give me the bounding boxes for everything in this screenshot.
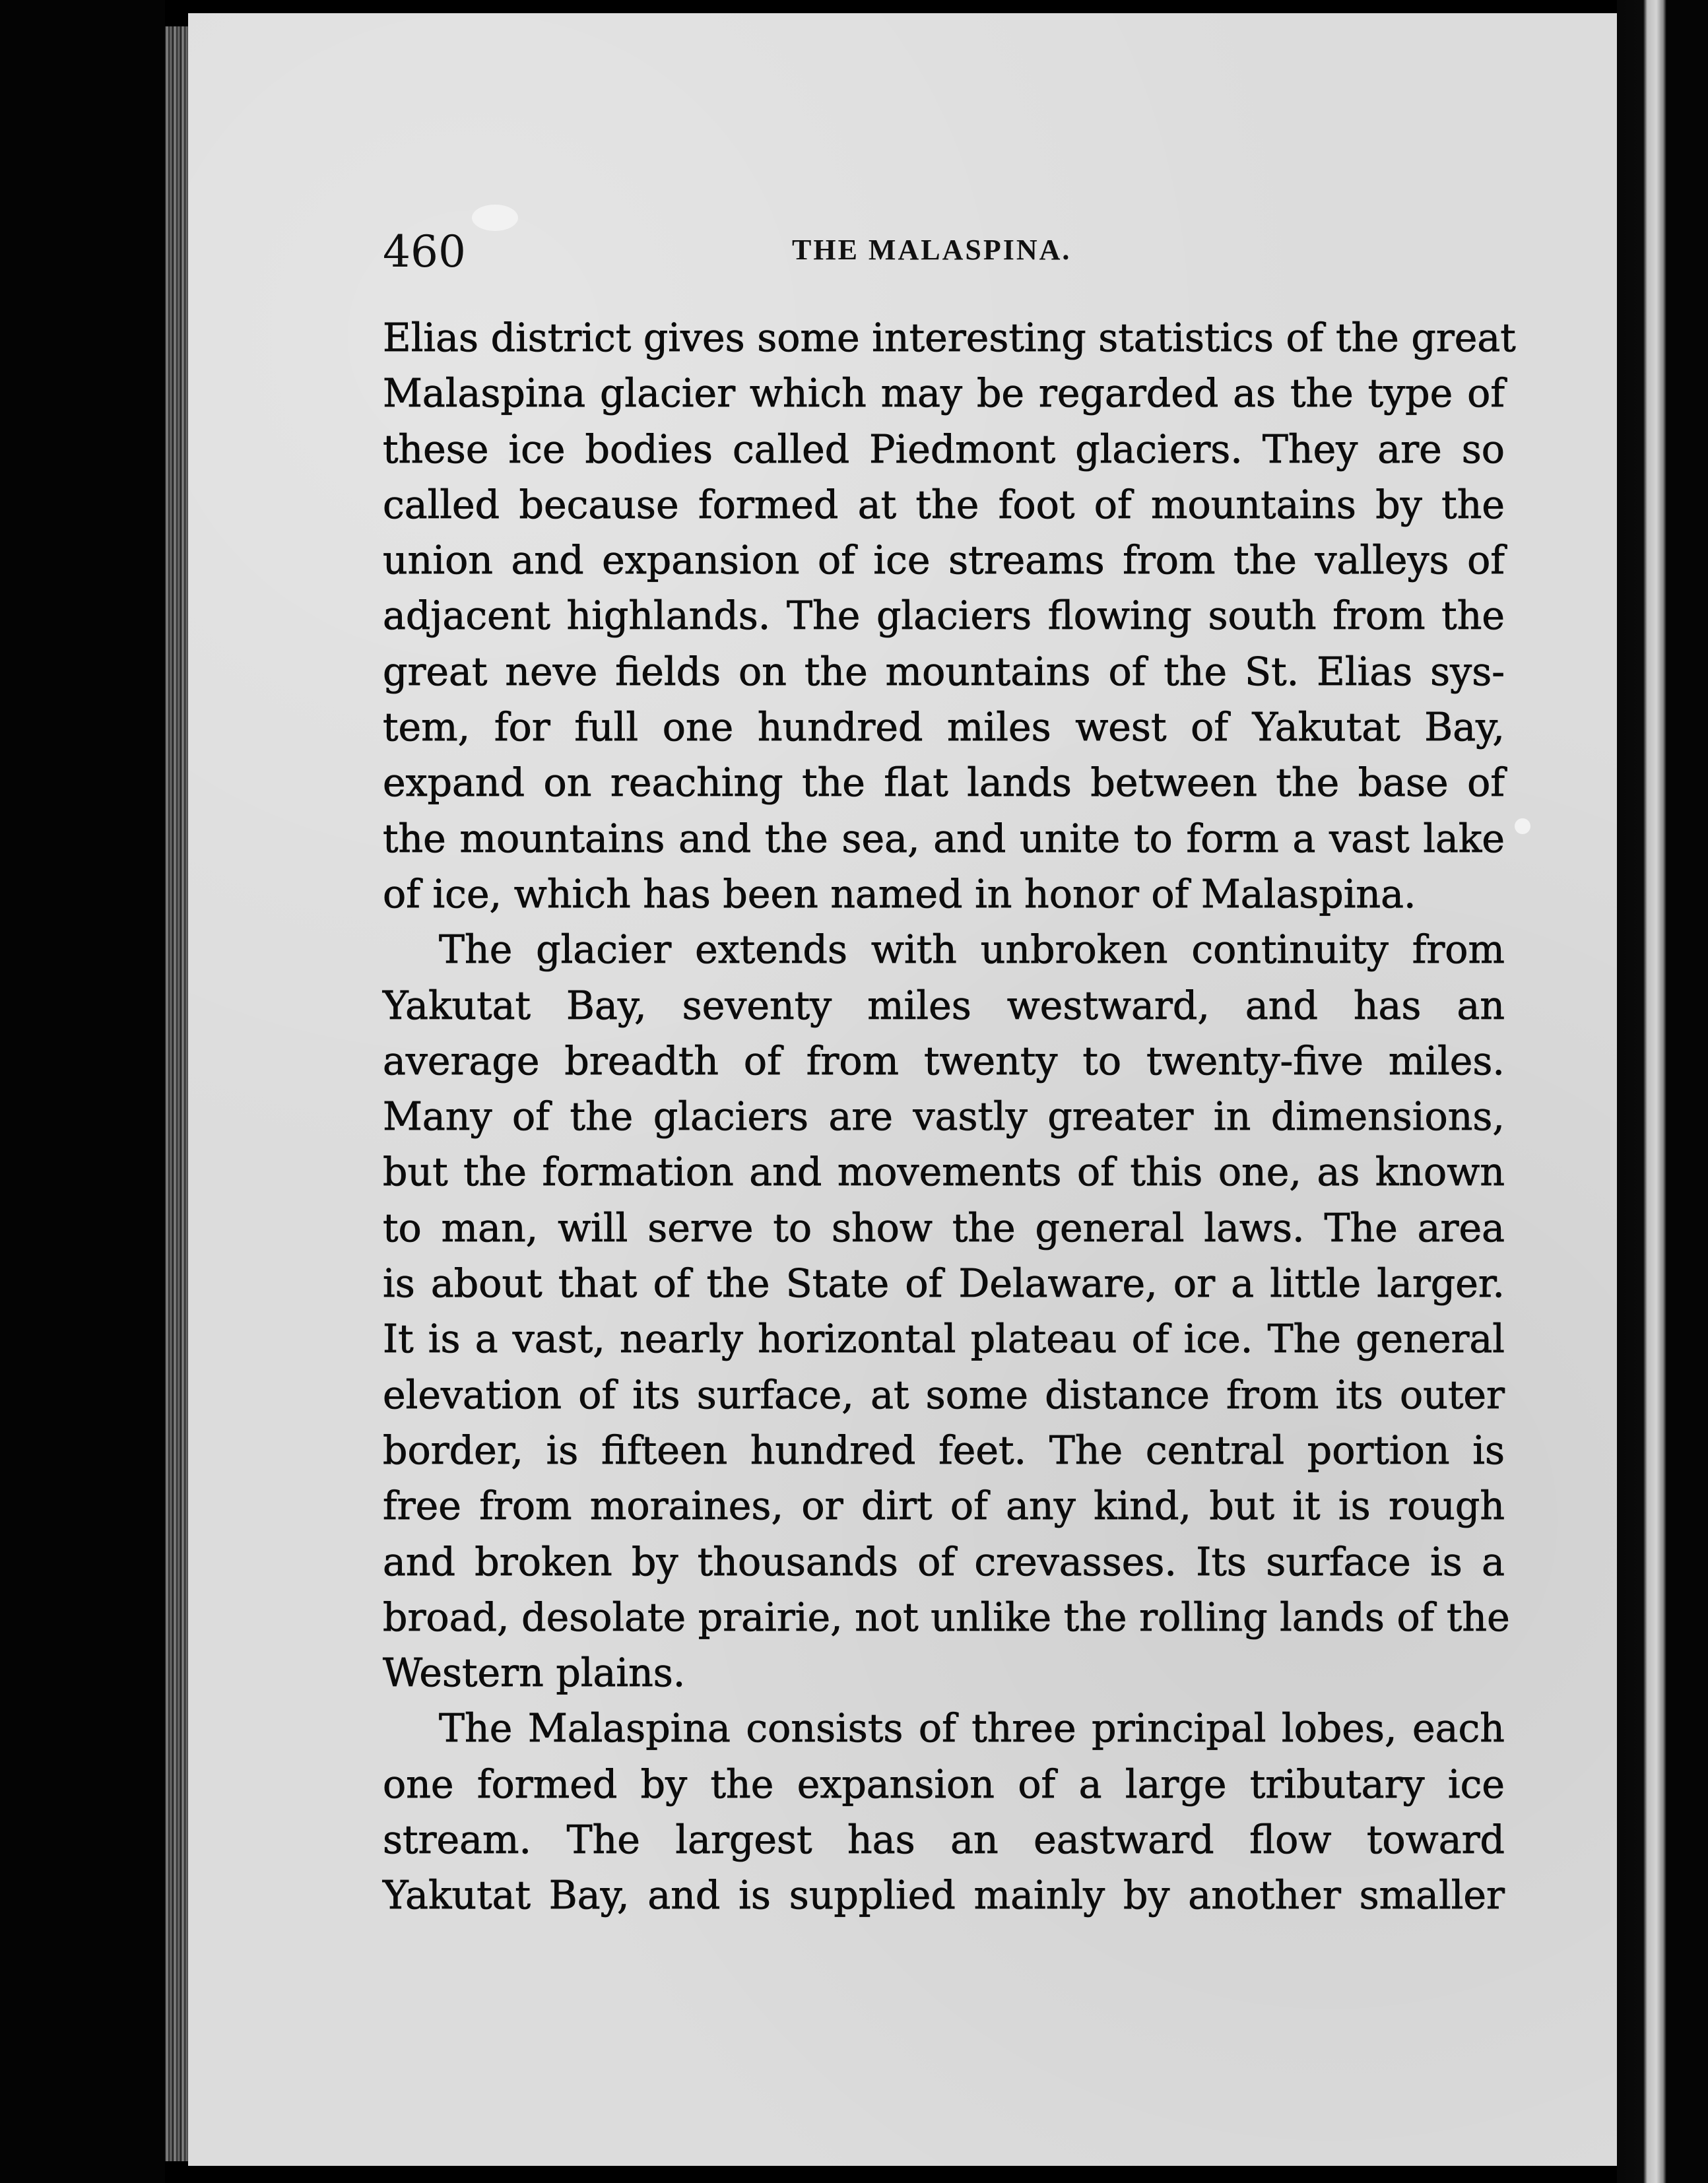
page-number: 460 (383, 226, 466, 277)
text-line: border, is fifteen hundred feet. The central portion is (383, 1427, 1505, 1473)
text-line: great neve fields on the mountains of the St. Elias sys- (383, 649, 1505, 694)
paragraph (383, 922, 1510, 1701)
text-line: Malaspina glacier which may be regarded as the type of (383, 371, 1505, 416)
text-line: Yakutat Bay, and is supplied mainly by another smaller (383, 1873, 1505, 1918)
running-title: THE MALASPINA. (792, 234, 1072, 266)
text-line: broad, desolate prairie, not unlike the rolling lands of the (383, 1594, 1510, 1640)
text-line: adjacent highlands. The glaciers flowing south from the (383, 593, 1505, 639)
text-line: The glacier extends with unbroken continuity from (439, 927, 1505, 973)
text-line: Western plains. (383, 1650, 686, 1696)
text-line: Yakutat Bay, seventy miles westward, and has an (383, 983, 1505, 1028)
text-line: the mountains and the sea, and unite to form a vast lake (383, 816, 1505, 861)
text-line: elevation of its surface, at some distance from its outer (383, 1372, 1505, 1417)
text-line: but the formation and movements of this one, as known (383, 1150, 1505, 1195)
text-line: of ice, which has been named in honor of Malaspina. (383, 871, 1416, 917)
paragraph (383, 1701, 1505, 1923)
text-line: stream. The largest has an eastward flow toward (383, 1817, 1505, 1863)
text-line: free from moraines, or dirt of any kind, but it is rough (383, 1483, 1505, 1529)
text-line: union and expansion of ice streams from the valleys of (383, 538, 1505, 583)
running-head (383, 220, 1505, 286)
text-line: It is a vast, nearly horizontal plateau of ice. The general (383, 1317, 1505, 1362)
text-line: average breadth of from twenty to twenty-five miles. (383, 1038, 1505, 1084)
paper-blemish (1515, 818, 1530, 834)
text-line: expand on reaching the flat lands between the base of (383, 760, 1505, 806)
text-line: these ice bodies called Piedmont glaciers. They are so (383, 426, 1505, 472)
text-line: and broken by thousands of crevasses. Its surface is a (383, 1539, 1505, 1584)
text-line: is about that of the State of Delaware, or a little larger. (383, 1261, 1505, 1307)
text-line: tem, for full one hundred miles west of Yakutat Bay, (383, 705, 1505, 750)
facing-page-edge (1617, 0, 1708, 2183)
text-line: called because formed at the foot of mountains by the (383, 482, 1505, 527)
text-line: The Malaspina consists of three principal lobes, each (439, 1706, 1505, 1751)
text-line: Many of the glaciers are vastly greater in dimensions, (383, 1094, 1505, 1140)
text-line: one formed by the expansion of a large tributary ice (383, 1761, 1505, 1807)
scan-left-margin (0, 0, 165, 2183)
paragraph (383, 310, 1516, 922)
body-text (383, 310, 1516, 1924)
text-line: to man, will serve to show the general laws. The area (383, 1205, 1505, 1251)
text-line: Elias district gives some interesting statistics of the great (383, 315, 1516, 360)
